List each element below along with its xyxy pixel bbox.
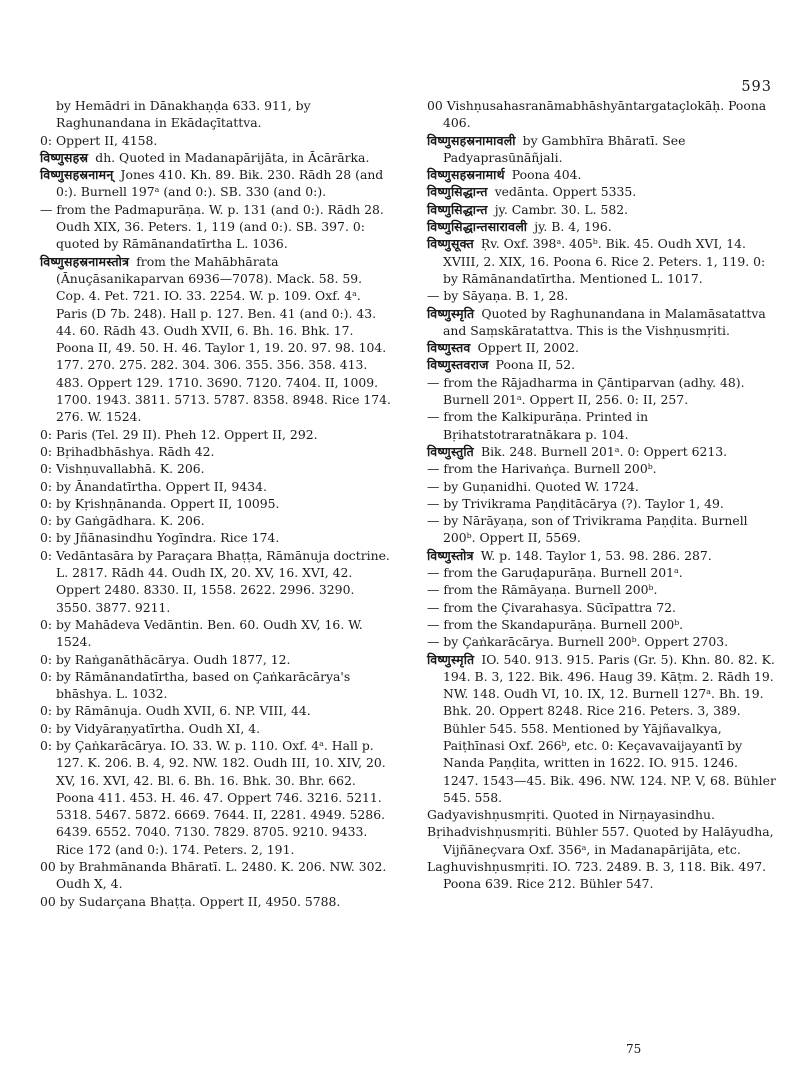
entry-text: 0: Bṛihadbhāshya. Rādh 42. xyxy=(40,443,215,459)
entry-text: dh. Quoted in Madanapārijāta, in Ācārārka. xyxy=(95,149,370,165)
entry-headword: विष्णुसिद्धान्त xyxy=(427,201,488,217)
entry-headword: विष्णुस्तोत्र xyxy=(427,547,474,563)
entry-text: 0: Vishṇuvallabhā. K. 206. xyxy=(40,461,205,477)
entry-text: 0: by Rāmānuja. Oudh XVII, 6. NP. VIII, 44. xyxy=(40,703,311,719)
catalog-entry xyxy=(427,633,777,650)
entry-text: — from the Rājadharma in Çāntiparvan (adhy. 48). Burnell 201ᵃ. Oppert II, 256. 0: II, 257. xyxy=(427,374,745,408)
entry-text: Ṛv. Oxf. 398ᵃ. 405ᵇ. Bik. 45. Oudh XVI, 14. XVIII, 2. XIX, 16. Poona 6. Rice 2. Peters. 1, 119. 0: by Rāmānandatīrtha. Mentioned L. 1017. xyxy=(443,236,766,286)
catalog-entry xyxy=(427,495,777,512)
catalog-entry xyxy=(427,564,777,581)
entry-text: — by Çaṅkarācārya. Burnell 200ᵇ. Oppert 2703. xyxy=(427,634,729,650)
catalog-entry xyxy=(427,374,777,409)
catalog-entry xyxy=(40,547,392,616)
entry-text: 0: by Raṅganāthācārya. Oudh 1877, 12. xyxy=(40,651,291,667)
entry-text: Quoted by Raghunandana in Malamāsatattva and Saṃskāratattva. This is the Vishṇusmṛiti. xyxy=(443,305,766,338)
catalog-entry xyxy=(427,443,777,460)
catalog-entry xyxy=(427,547,777,564)
entry-text: Poona II, 52. xyxy=(495,357,576,373)
entry-headword: विष्णुसूक्त xyxy=(427,236,474,252)
entry-text: 0: by Gaṅgādhara. K. 206. xyxy=(40,513,205,529)
catalog-entry xyxy=(40,668,392,703)
catalog-entry xyxy=(427,183,777,200)
entry-text: jy. B. 4, 196. xyxy=(534,219,612,235)
catalog-entry xyxy=(427,287,777,304)
catalog-entry xyxy=(427,408,777,443)
entry-text: Bṛihadvishṇusmṛiti. Bühler 557. Quoted by Halāyudha, Vijñāneçvara Oxf. 356ᵃ, in Madanapārijāta, etc. xyxy=(427,824,774,857)
catalog-entry xyxy=(427,651,777,807)
catalog-entry xyxy=(427,581,777,598)
catalog-entry xyxy=(40,512,392,529)
catalog-entry xyxy=(427,823,777,858)
entry-text: 00 by Sudarçana Bhaṭṭa. Oppert II, 4950. 5788. xyxy=(40,893,341,909)
catalog-entry xyxy=(427,235,777,287)
catalog-entry xyxy=(40,702,392,719)
entry-text: — from the Harivaṅça. Burnell 200ᵇ. xyxy=(427,461,657,477)
catalog-entry xyxy=(40,495,392,512)
entry-text: 0: Vedāntasāra by Paraçara Bhaṭṭa, Rāmānuja doctrine. L. 2817. Rādh 44. Oudh IX, 20. XV, 16. XVI, 42. Oppert 2480. 8330. II, 1558. 2622. 2996. 3290. 3550. 3877. 9211. xyxy=(40,547,390,615)
catalog-entry xyxy=(427,460,777,477)
catalog-entry xyxy=(40,97,392,132)
catalog-entry xyxy=(427,512,777,547)
entry-text: — from the Skandapurāṇa. Burnell 200ᵇ. xyxy=(427,616,684,632)
catalog-entry xyxy=(40,858,392,893)
entry-text: — from the Kalkipurāṇa. Printed in Bṛihatstotraratnākara p. 104. xyxy=(427,409,649,442)
entry-text: — from the Çivarahasya. Sūcīpattra 72. xyxy=(427,599,676,615)
catalog-entry xyxy=(427,478,777,495)
entry-text: 0: by Rāmānandatīrtha, based on Çaṅkarācārya's bhāshya. L. 1032. xyxy=(40,668,351,702)
entry-text: 0: by Jñānasindhu Yogīndra. Rice 174. xyxy=(40,530,280,546)
entry-text: W. p. 148. Taylor 1, 53. 98. 286. 287. xyxy=(480,547,712,563)
entry-text: Gadyavishṇusmṛiti. Quoted in Nirṇayasindhu. xyxy=(427,807,715,823)
entry-text: Bik. 248. Burnell 201ᵃ. 0: Oppert 6213. xyxy=(480,443,728,459)
catalog-entry xyxy=(40,529,392,546)
entry-text: vedānta. Oppert 5335. xyxy=(494,184,637,200)
catalog-entry xyxy=(427,305,777,340)
entry-headword: विष्णुस्तवराज xyxy=(427,357,489,373)
catalog-entry xyxy=(40,616,392,651)
entry-text: Laghuvishṇusmṛiti. IO. 723. 2489. B. 3, 118. Bik. 497. Poona 639. Rice 212. Bühler 547. xyxy=(427,859,767,892)
catalog-entry xyxy=(40,893,392,910)
entry-text: 0: Paris (Tel. 29 II). Pheh 12. Oppert II, 292. xyxy=(40,426,318,442)
entry-text: 0: by Çaṅkarācārya. IO. 33. W. p. 110. Oxf. 4ᵃ. Hall p. 127. K. 206. B. 4, 92. NW. 182. Oudh III, 10. XIV, 20. XV, 16. XVI, 42. Bl. 6. Bh. 16. Bhk. 30. Bhr. 662. Poona 411. 453. H. 46. 47. Oppert 746. 3216. 5211. 5318. 5467. 5872. 6669. 7644. II, 2281. 4949. 5286. 6439. 6552. 7040. 7130. 7829. 8705. 9210. 9433. Rice 172 (and 0:). 174. Peters. 2, 191. xyxy=(40,737,386,857)
left-column xyxy=(40,97,392,910)
catalog-entry xyxy=(40,443,392,460)
catalog-entry xyxy=(40,149,392,166)
catalog-entry xyxy=(427,166,777,183)
entry-text: — from the Rāmāyaṇa. Burnell 200ᵇ. xyxy=(427,582,658,598)
entry-text: from the Mahābhārata (Ānuçāsanikaparvan 6936—7078). Mack. 58. 59. Cop. 4. Pet. 721. IO. 33. 2254. W. p. 109. Oxf. 4ᵃ. Paris (D 7b. 248). Hall p. 127. Ben. 41 (and 0:). 43. 44. 60. Rādh 43. Oudh XVII, 6. Bh. 16. Bhk. 17. Poona II, 49. 50. H. 46. Taylor 1, 19. 20. 97. 98. 104. 177. 270. 275. 282. 304. 306. 355. 356. 358. 413. 483. Oppert 129. 1710. 3690. 7120. 7404. II, 1009. 1700. 1943. 3811. 5713. 5787. 8358. 8948. Rice 174. 276. W. 1524. xyxy=(56,253,391,425)
catalog-entry xyxy=(40,201,392,253)
right-column xyxy=(427,97,777,893)
entry-headword: विष्णुस्तव xyxy=(427,340,471,356)
catalog-entry xyxy=(40,651,392,668)
entry-text: by Hemādri in Dānakhaṇḍa 633. 911, by Raghunandana in Ekādaçītattva. xyxy=(56,98,311,131)
page-number: 593 xyxy=(741,79,772,95)
catalog-entry xyxy=(40,460,392,477)
entry-text: 0: by Vidyāraṇyatīrtha. Oudh XI, 4. xyxy=(40,720,261,736)
entry-headword: विष्णुसहस्रनामार्थ xyxy=(427,167,505,183)
catalog-entry xyxy=(427,599,777,616)
catalog-entry xyxy=(427,858,777,893)
entry-headword: विष्णुस्मृति xyxy=(427,651,475,667)
entry-text: — by Trivikrama Paṇḍitācārya (?). Taylor 1, 49. xyxy=(427,495,724,511)
catalog-entry xyxy=(427,339,777,356)
entry-text: — from the Padmapurāṇa. W. p. 131 (and 0:). Rādh 28. Oudh XIX, 36. Peters. 1, 119 (and 0:). SB. 397. 0: quoted by Rāmānandatīrtha L. 1036. xyxy=(40,201,384,252)
catalog-entry xyxy=(40,166,392,201)
catalog-entry xyxy=(427,132,777,167)
entry-text: Poona 404. xyxy=(511,167,582,183)
catalog-entry xyxy=(427,201,777,218)
catalog-entry xyxy=(40,720,392,737)
catalog-entry xyxy=(427,218,777,235)
entry-headword: विष्णुसहस्रनामन् xyxy=(40,167,114,183)
entry-headword: विष्णुसहस्रनामस्तोत्र xyxy=(40,253,130,269)
entry-text: 0: by Mahādeva Vedāntin. Ben. 60. Oudh XV, 16. W. 1524. xyxy=(40,616,363,650)
entry-text: jy. Cambr. 30. L. 582. xyxy=(494,201,629,217)
entry-text: — by Nārāyaṇa, son of Trivikrama Paṇḍita. Burnell 200ᵇ. Oppert II, 5569. xyxy=(427,513,748,546)
footer-signature: 75 xyxy=(626,1042,642,1056)
entry-headword: विष्णुस्मृति xyxy=(427,305,475,321)
entry-text: by Gambhīra Bhāratī. See Padyaprasūnāñjali. xyxy=(443,132,686,165)
entry-text: 0: by Ānandatīrtha. Oppert II, 9434. xyxy=(40,478,267,494)
entry-headword: विष्णुसहस्रनामावली xyxy=(427,132,516,148)
catalog-entry xyxy=(427,806,777,823)
entry-text: 0: by Kṛishṇānanda. Oppert II, 10095. xyxy=(40,495,280,511)
catalog-entry xyxy=(427,616,777,633)
catalog-entry xyxy=(40,478,392,495)
entry-headword: विष्णुसहस्र xyxy=(40,149,89,165)
entry-text: — by Guṇanidhi. Quoted W. 1724. xyxy=(427,478,639,494)
entry-headword: विष्णुसिद्धान्त xyxy=(427,184,488,200)
catalog-entry xyxy=(40,253,392,426)
entry-text: IO. 540. 913. 915. Paris (Gr. 5). Khn. 80. 82. K. 194. B. 3, 122. Bik. 496. Haug 39. Kāṭm. 2. Rādh 19. NW. 148. Oudh VI, 10. IX, 12. Burnell 127ᵃ. Bh. 19. Bhk. 20. Oppert 8248. Rice 216. Peters. 3, 389. Bühler 545. 558. Mentioned by Yājñavalkya, Paiṭhīnasi Oxf. 266ᵇ, etc. 0: Keçavavaijayantī by Nanda Paṇḍita, written in 1622. IO. 915. 1246. 1247. 1543—45. Bik. 496. NW. 124. NP. V, 68. Bühler 545. 558. xyxy=(443,651,776,805)
entry-text: — by Sāyaṇa. B. 1, 28. xyxy=(427,288,569,304)
catalog-entry xyxy=(427,356,777,373)
catalog-entry xyxy=(40,737,392,858)
entry-text: Oppert II, 2002. xyxy=(477,340,579,356)
catalog-entry xyxy=(40,132,392,149)
entry-headword: विष्णुस्तुति xyxy=(427,443,475,459)
entry-text: — from the Garuḍapurāṇa. Burnell 201ᵃ. xyxy=(427,565,683,581)
catalog-entry xyxy=(40,426,392,443)
entry-headword: विष्णुसिद्धान्तसारावली xyxy=(427,219,528,235)
entry-text: 0: Oppert II, 4158. xyxy=(40,132,158,148)
entry-text: 00 Vishṇusahasranāmabhāshyāntargataçlokāḥ. Poona 406. xyxy=(427,98,767,131)
entry-text: Jones 410. Kh. 89. Bik. 230. Rādh 28 (and 0:). Burnell 197ᵃ (and 0:). SB. 330 (and 0:). xyxy=(56,167,384,200)
catalog-entry xyxy=(427,97,777,132)
entry-text: 00 by Brahmānanda Bhāratī. L. 2480. K. 206. NW. 302. Oudh X, 4. xyxy=(40,859,387,892)
